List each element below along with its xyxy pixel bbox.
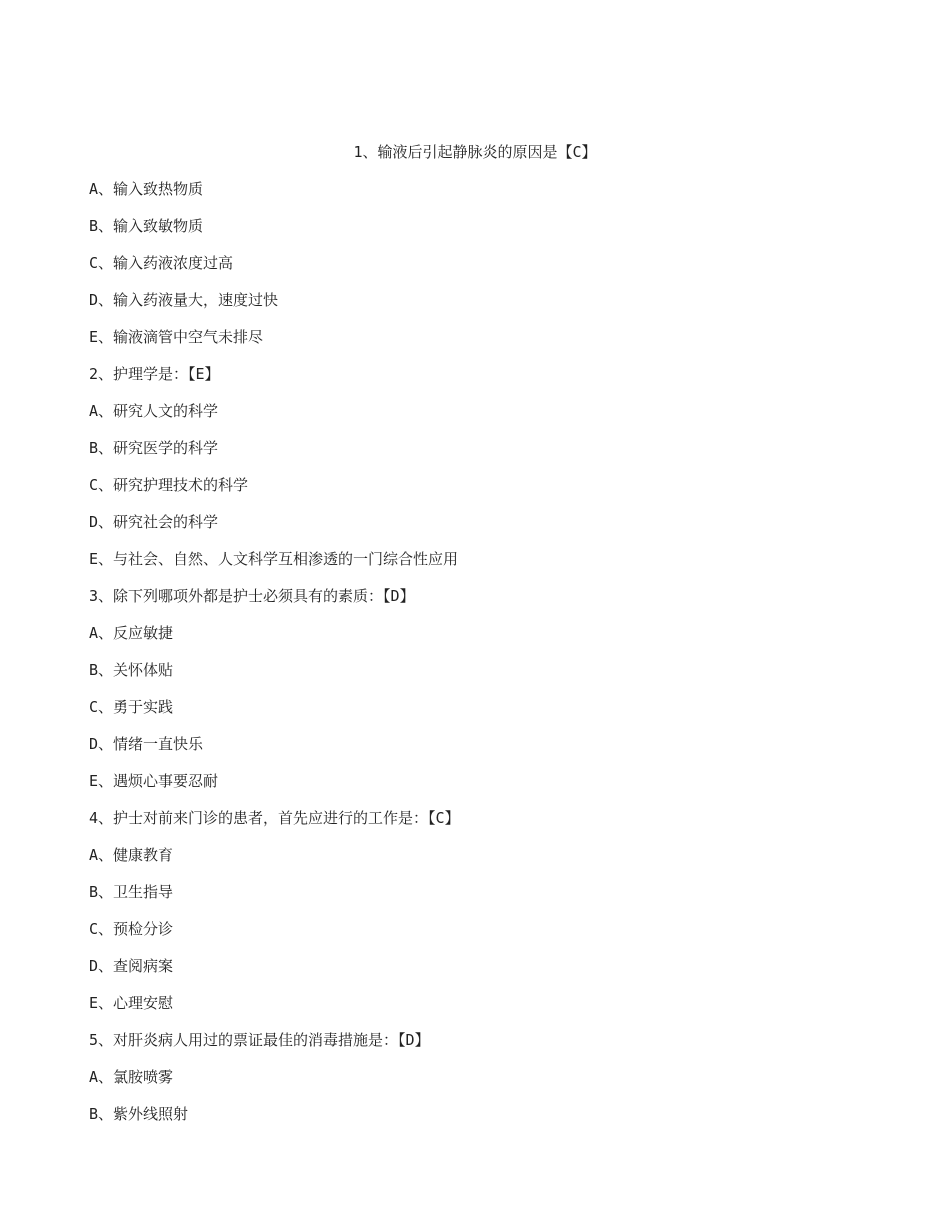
q5-option-b: B、紫外线照射 <box>89 1105 189 1123</box>
q2-option-a: A、研究人文的科学 <box>89 402 219 420</box>
q2-option-e: E、与社会、自然、人文科学互相渗透的一门综合性应用 <box>89 550 459 568</box>
q1-option-b: B、输入致敏物质 <box>89 217 204 235</box>
q5-option-a: A、氯胺喷雾 <box>89 1068 174 1086</box>
q4-option-b: B、卫生指导 <box>89 883 174 901</box>
q4-option-c: C、预检分诊 <box>89 920 174 938</box>
q3-option-b: B、关怀体贴 <box>89 661 174 679</box>
q2-option-c: C、研究护理技术的科学 <box>89 476 249 494</box>
q4-option-d: D、查阅病案 <box>89 957 174 975</box>
q1-option-d: D、输入药液量大，速度过快 <box>89 291 279 309</box>
q1-option-c: C、输入药液浓度过高 <box>89 254 234 272</box>
question-4: 4、护士对前来门诊的患者，首先应进行的工作是：【C】 <box>89 809 460 827</box>
q2-option-b: B、研究医学的科学 <box>89 439 219 457</box>
q1-option-a: A、输入致热物质 <box>89 180 204 198</box>
question-5: 5、对肝炎病人用过的票证最佳的消毒措施是：【D】 <box>89 1031 430 1049</box>
question-1-title: 1、输液后引起静脉炎的原因是【C】 <box>353 143 597 161</box>
q3-option-d: D、情绪一直快乐 <box>89 735 204 753</box>
question-3: 3、除下列哪项外都是护士必须具有的素质：【D】 <box>89 587 415 605</box>
q3-option-c: C、勇于实践 <box>89 698 174 716</box>
q4-option-a: A、健康教育 <box>89 846 174 864</box>
q4-option-e: E、心理安慰 <box>89 994 174 1012</box>
question-2: 2、护理学是：【E】 <box>89 365 220 383</box>
q3-option-e: E、遇烦心事要忍耐 <box>89 772 219 790</box>
q3-option-a: A、反应敏捷 <box>89 624 174 642</box>
q2-option-d: D、研究社会的科学 <box>89 513 219 531</box>
q1-option-e: E、输液滴管中空气未排尽 <box>89 328 264 346</box>
